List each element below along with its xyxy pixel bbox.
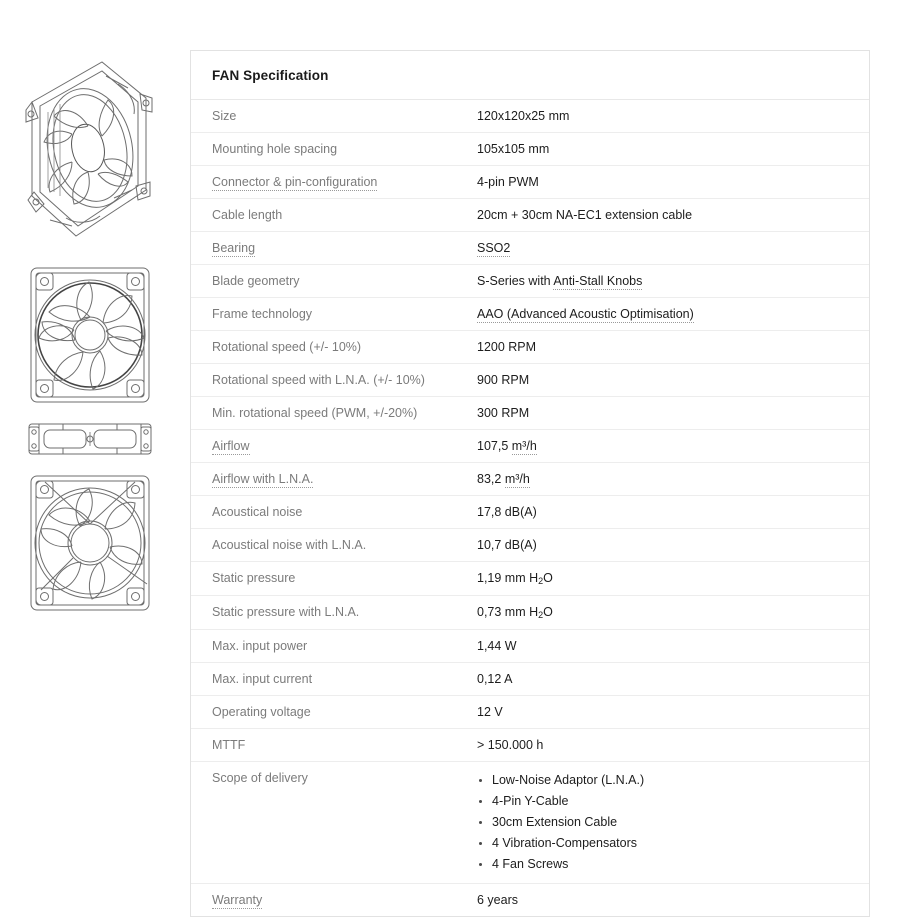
fan-front-view[interactable] (15, 260, 165, 410)
subscript-two: 2 (538, 576, 544, 586)
spec-label[interactable] (191, 463, 477, 496)
spec-label: Acoustical noise with L.N.A. (212, 538, 367, 552)
spec-value: 17,8 dB(A) (477, 505, 537, 519)
tooltip-unit[interactable]: m³/h (504, 472, 530, 486)
value-number: 83,2 (477, 472, 505, 486)
value-unit-suffix: O (543, 605, 553, 619)
spec-label: Operating voltage (212, 705, 311, 719)
spec-value: 120x120x25 mm (477, 109, 570, 123)
tooltip-term[interactable]: Anti-Stall Knobs (553, 274, 643, 288)
spec-value: 4-pin PWM (477, 175, 539, 189)
tooltip-term[interactable]: Warranty (212, 893, 263, 907)
page-title: FAN Specification (212, 68, 329, 83)
fan-specification-panel (190, 50, 870, 917)
spec-label[interactable] (191, 166, 477, 199)
tooltip-unit[interactable]: m³/h (511, 439, 537, 453)
spec-value: > 150.000 h (477, 738, 544, 752)
table-row (191, 630, 869, 663)
panel-header (191, 51, 869, 100)
spec-label[interactable] (191, 232, 477, 265)
spec-label: Size (212, 109, 237, 123)
list-item: 4-Pin Y-Cable (477, 791, 851, 812)
spec-value: 10,7 dB(A) (477, 538, 537, 552)
table-row (191, 729, 869, 762)
table-row (191, 199, 869, 232)
spec-value (477, 596, 869, 630)
spec-value (477, 298, 869, 331)
spec-value: 900 RPM (477, 373, 530, 387)
table-row (191, 496, 869, 529)
spec-value: 12 V (477, 705, 503, 719)
spec-label: Static pressure (212, 571, 296, 585)
value-number: 107,5 (477, 439, 512, 453)
tooltip-term[interactable]: Connector & pin-configuration (212, 175, 378, 189)
table-row (191, 166, 869, 199)
spec-value: 1200 RPM (477, 340, 537, 354)
value-unit-suffix: O (543, 571, 553, 585)
spec-value (477, 562, 869, 596)
table-row (191, 596, 869, 630)
list-item: 30cm Extension Cable (477, 812, 851, 833)
spec-label: Min. rotational speed (PWM, +/-20%) (212, 406, 418, 420)
spec-label: Cable length (212, 208, 283, 222)
spec-label: Static pressure with L.N.A. (212, 605, 360, 619)
table-row (191, 298, 869, 331)
fan-rear-view[interactable] (15, 468, 165, 618)
table-row (191, 133, 869, 166)
value-number: 0,73 mm H (477, 605, 539, 619)
table-row (191, 762, 869, 884)
spec-value: 105x105 mm (477, 142, 550, 156)
tooltip-term[interactable]: Bearing (212, 241, 256, 255)
spec-label: Acoustical noise (212, 505, 303, 519)
table-row (191, 696, 869, 729)
spec-value: 1,44 W (477, 639, 517, 653)
spec-value: 20cm + 30cm NA-EC1 extension cable (477, 208, 693, 222)
spec-label: Rotational speed (+/- 10%) (212, 340, 362, 354)
value-number: 1,19 mm H (477, 571, 539, 585)
table-row (191, 331, 869, 364)
spec-value (477, 430, 869, 463)
table-row (191, 529, 869, 562)
tooltip-term[interactable]: Airflow with L.N.A. (212, 472, 314, 486)
tooltip-term[interactable]: Airflow (212, 439, 250, 453)
table-row (191, 364, 869, 397)
spec-label: Max. input power (212, 639, 308, 653)
table-row (191, 265, 869, 298)
table-row (191, 100, 869, 133)
table-row (191, 663, 869, 696)
spec-label: Scope of delivery (212, 771, 308, 785)
spec-label: Max. input current (212, 672, 313, 686)
table-row (191, 232, 869, 265)
spec-value: 6 years (477, 893, 518, 907)
spec-value (477, 463, 869, 496)
scope-of-delivery-list (477, 770, 851, 875)
table-row (191, 562, 869, 596)
table-row (191, 884, 869, 917)
spec-value (477, 762, 869, 884)
list-item: 4 Fan Screws (477, 854, 851, 875)
spec-label: Frame technology (212, 307, 313, 321)
tooltip-term[interactable]: AAO (Advanced Acoustic Optimisation) (477, 307, 694, 321)
table-row (191, 463, 869, 496)
specification-table (191, 100, 869, 916)
spec-label: MTTF (212, 738, 246, 752)
table-row (191, 397, 869, 430)
list-item: Low-Noise Adaptor (L.N.A.) (477, 770, 851, 791)
tooltip-term[interactable]: SSO2 (477, 241, 511, 255)
spec-value (477, 232, 869, 265)
fan-isometric-view[interactable] (10, 40, 170, 260)
product-image-gallery (0, 40, 180, 618)
subscript-two: 2 (538, 610, 544, 620)
spec-label: Blade geometry (212, 274, 300, 288)
spec-label[interactable] (191, 884, 477, 917)
spec-label: Rotational speed with L.N.A. (+/- 10%) (212, 373, 425, 387)
spec-value (477, 265, 869, 298)
value-text: S-Series with (477, 274, 554, 288)
spec-label: Mounting hole spacing (212, 142, 338, 156)
fan-edge-view[interactable] (15, 410, 165, 468)
spec-value: 300 RPM (477, 406, 530, 420)
table-row (191, 430, 869, 463)
list-item: 4 Vibration-Compensators (477, 833, 851, 854)
spec-value: 0,12 A (477, 672, 513, 686)
spec-label[interactable] (191, 430, 477, 463)
